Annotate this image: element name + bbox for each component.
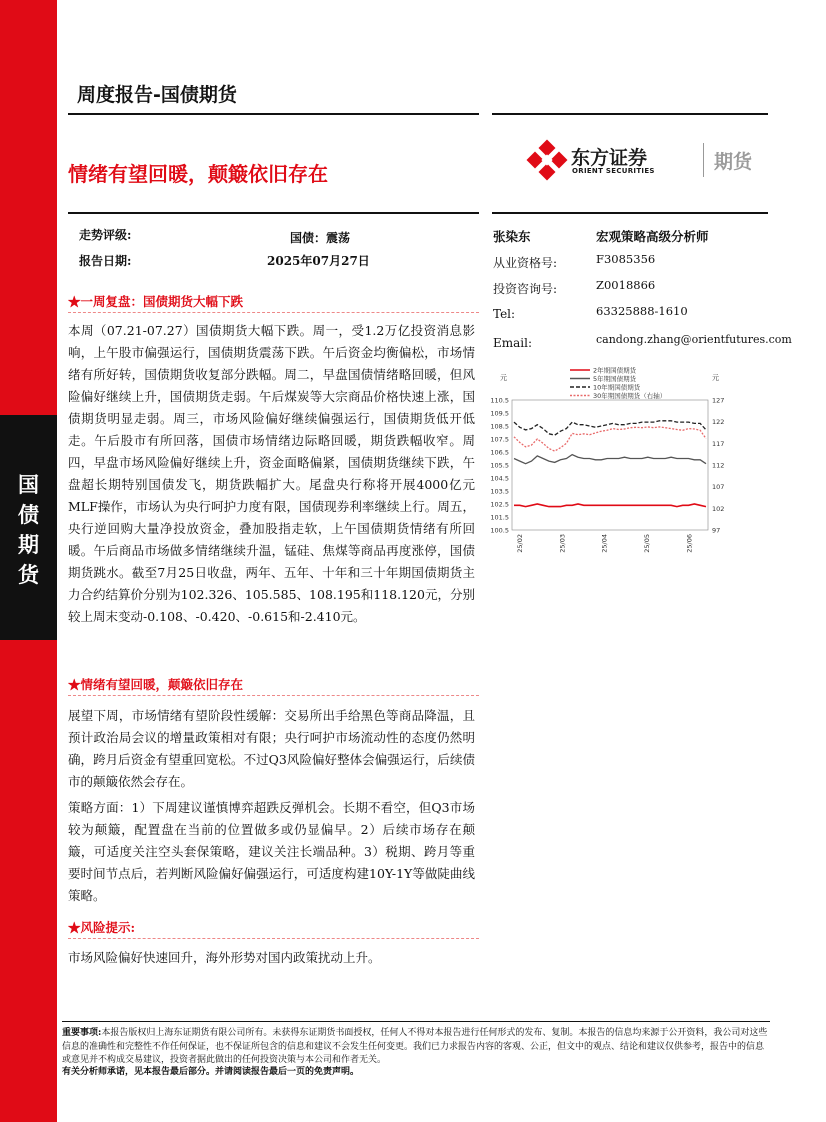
section-divider <box>68 695 479 696</box>
chart-right-tick-label: 127 <box>712 396 725 405</box>
section-divider <box>68 312 479 313</box>
analyst-email-label: Email: <box>493 336 533 350</box>
rating-rule-left <box>68 212 479 214</box>
chart-x-tick-label: 25/05 <box>642 534 651 553</box>
chart-x-tick-label: 25/06 <box>685 534 694 553</box>
analyst-tel-label: Tel: <box>493 307 516 321</box>
header-rule-left <box>68 113 479 115</box>
analyst-tel-value: 63325888-1610 <box>596 304 688 318</box>
chart-series-line <box>514 427 706 451</box>
chart-left-tick-label: 107.5 <box>490 435 509 444</box>
trend-rating-label: 走势评级: <box>79 228 132 242</box>
chart-right-tick-label: 112 <box>712 461 725 470</box>
analyst-license-label: 从业资格号: <box>493 256 558 270</box>
bond-futures-price-chart <box>482 362 778 553</box>
header-rule-right <box>492 113 768 115</box>
chart-left-tick-label: 103.5 <box>490 487 509 496</box>
chart-series-line <box>514 421 706 435</box>
chart-right-unit: 元 <box>712 374 719 382</box>
sidebar-label-char: 国 <box>18 473 39 497</box>
chart-right-tick-label: 107 <box>712 483 725 492</box>
sidebar-label-char: 货 <box>18 563 39 587</box>
chart-left-tick-label: 100.5 <box>490 526 509 535</box>
chart-right-tick-label: 122 <box>712 418 725 427</box>
report-date-value: 2025年07月27日 <box>267 254 370 268</box>
chart-left-tick-label: 101.5 <box>490 513 509 522</box>
chart-right-tick-label: 97 <box>712 526 721 535</box>
footer-rule <box>62 1021 770 1022</box>
section-risk-heading: ★风险提示: <box>68 920 136 935</box>
chart-legend-label: 10年期国债期货 <box>593 383 641 392</box>
outlook-paragraph: 展望下周，市场情绪有望阶段性缓解：交易所出手给黑色等商品降温，且预计政治局会议的增量政策相对有限；央行呵护市场流动性的态度仍然明确，跨月后资金有望重回宽松。不过Q3风险偏好整体会偏强运行，后续债市的颠簸依然会存在。 <box>68 708 475 789</box>
analyst-advisory-label: 投资咨询号: <box>493 282 558 296</box>
logo-futures-label: 期货 <box>714 151 753 173</box>
logo-divider <box>703 143 704 177</box>
report-headline: 情绪有望回暖，颠簸依旧存在 <box>68 162 328 186</box>
chart-legend-label: 30年期国债期货（右轴） <box>593 392 667 400</box>
chart-left-tick-label: 104.5 <box>490 474 509 483</box>
analyst-license-value: F3085356 <box>596 252 656 266</box>
chart-left-tick-label: 109.5 <box>490 409 509 418</box>
disclaimer-text: 本报告版权归上海东证期货有限公司所有。未获得东证期货书面授权，任何人不得对本报告进行任何形式的发布、复制。本报告的信息均来源于公开资料，我公司对这些信息的准确性和完整性不作任何保证，也不保证所包含的信息和建议不会发生任何变更。我们已力求报告内容的客观、公正，但文中的观点、结论和建议仅供参考，报告中的信息或意见并不构成交易建议，投资者据此做出的任何投资决策与本公司和作者无关。 <box>62 1028 768 1065</box>
risk-paragraph: 市场风险偏好快速回升，海外形势对国内政策扰动上升。 <box>68 950 381 965</box>
rating-rule-right <box>492 212 768 214</box>
orient-logo-icon <box>528 141 566 179</box>
company-logo <box>528 141 768 181</box>
trend-rating-value: 国债：震荡 <box>290 231 351 245</box>
sidebar-category-label <box>0 470 57 590</box>
chart-x-tick-label: 25/04 <box>600 534 609 553</box>
chart-plot-frame <box>512 400 708 530</box>
logo-chinese-name: 东方证券 <box>571 147 648 169</box>
chart-left-tick-label: 102.5 <box>490 500 509 509</box>
report-date-label: 报告日期: <box>79 254 132 268</box>
sidebar-label-char: 债 <box>18 503 39 527</box>
chart-left-tick-label: 110.5 <box>490 396 509 405</box>
chart-left-tick-label: 105.5 <box>490 461 509 470</box>
logo-english-name: ORIENT SECURITIES <box>572 167 655 175</box>
strategy-paragraph: 策略方面：1）下周建议谨慎博弈超跌反弹机会。长期不看空，但Q3市场较为颠簸，配置盘在当前的位置做多或仍显偏早。2）后续市场存在颠簸，可适度关注空头套保策略，建议关注长端品种。3）税期、跨月等重要时间节点后，若判断风险偏好偏强运行，可适度构建10Y-1Y等做陡曲线策略。 <box>68 800 475 903</box>
weekly-review-paragraph: 本周（07.21-07.27）国债期货大幅下跌。周一，受1.2万亿投资消息影响，上午股市偏强运行，国债期货震荡下跌。午后资金均衡偏松，市场情绪有所好转，国债期货收复部分跌幅。周二，早盘国债情绪略回暖，但风险偏好继续上升，国债期货走弱。午后煤炭等大宗商品价格快速上涨，国债期货明显走弱。周三，市场风险偏好继续偏强运行，国债期货低开低走。午后股市有所回落，国债市场情绪边际略回暖，期货跌幅收窄。周四，早盘市场风险偏好继续上升，资金面略偏紧，国债期货继续下跌，午盘超长期特别国债发飞，期货跌幅扩大。尾盘央行称将开展4000亿元MLF操作，市场认为央行呵护力度有限，国债现券利率继续上行。周五，央行逆回购大量净投放资金，叠加股指走软，上午国债期货情绪有所回暖。午后商品市场做多情绪继续升温，锰硅、焦煤等商品再度涨停，国债期货跳水。截至7月25日收盘，两年、五年、十年和三十年期国债期货主力合约结算价分别为102.326、105.585、108.195和118.120元，分别较上周末变动-0.108、-0.420、-0.615和-2.410元。 <box>68 323 475 624</box>
chart-left-tick-label: 106.5 <box>490 448 509 457</box>
chart-right-tick-label: 117 <box>712 439 725 448</box>
analyst-advisory-value: Z0018866 <box>596 278 656 292</box>
disclaimer-label: 重要事项: <box>62 1028 102 1038</box>
analyst-name: 张染东 <box>493 229 531 244</box>
sidebar-vertical-text <box>0 470 57 590</box>
chart-x-tick-label: 25/02 <box>516 534 524 553</box>
report-type-title: 周度报告-国债期货 <box>77 84 237 106</box>
disclaimer-block <box>62 1027 770 1068</box>
section-divider <box>68 938 479 939</box>
sidebar-label-char: 期 <box>18 533 39 557</box>
chart-series-line <box>514 504 706 507</box>
chart-left-tick-label: 108.5 <box>490 422 509 431</box>
disclaimer-footer-note: 有关分析师承诺，见本报告最后部分。并请阅读报告最后一页的免责声明。 <box>62 1067 360 1077</box>
section-outlook-heading: ★情绪有望回暖，颠簸依旧存在 <box>68 677 244 692</box>
section-weekly-review-heading: ★一周复盘：国债期货大幅下跌 <box>68 294 244 309</box>
chart-x-tick-label: 25/03 <box>558 534 567 553</box>
analyst-email-value: candong.zhang@orientfutures.com <box>596 333 792 346</box>
chart-legend-label: 5年期国债期货 <box>593 375 637 383</box>
chart-right-tick-label: 102 <box>712 504 725 513</box>
chart-series-line <box>514 455 706 464</box>
chart-legend-label: 2年期国债期货 <box>593 366 637 375</box>
chart-left-unit: 元 <box>500 374 507 382</box>
analyst-title: 宏观策略高级分析师 <box>596 229 709 244</box>
